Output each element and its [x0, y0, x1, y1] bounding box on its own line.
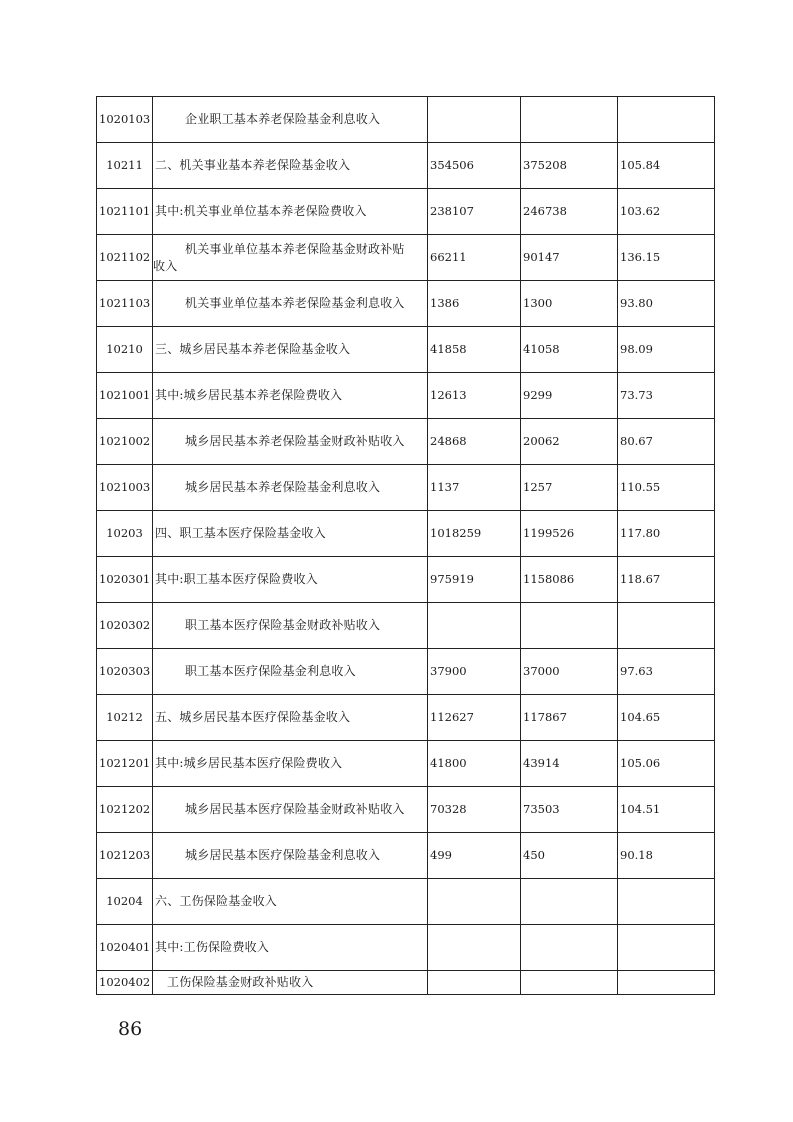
table-row — [97, 97, 715, 143]
row-value-1: 1137 — [428, 465, 521, 511]
table-row — [97, 649, 715, 695]
row-name: 四、职工基本医疗保险基金收入 — [153, 511, 428, 557]
table-row — [97, 465, 715, 511]
row-percent: 73.73 — [618, 373, 715, 419]
row-value-2: 20062 — [521, 419, 618, 465]
row-value-2: 1300 — [521, 281, 618, 327]
row-code: 1021103 — [97, 281, 153, 327]
row-value-1: 1386 — [428, 281, 521, 327]
row-code: 1021201 — [97, 741, 153, 787]
row-percent: 105.06 — [618, 741, 715, 787]
row-value-1: 12613 — [428, 373, 521, 419]
row-percent: 98.09 — [618, 327, 715, 373]
row-value-2: 246738 — [521, 189, 618, 235]
row-code: 1021202 — [97, 787, 153, 833]
row-name: 职工基本医疗保险基金利息收入 — [153, 649, 428, 695]
row-code: 1021102 — [97, 235, 153, 281]
row-value-2: 73503 — [521, 787, 618, 833]
row-code: 1020103 — [97, 97, 153, 143]
row-value-1: 66211 — [428, 235, 521, 281]
row-percent: 104.65 — [618, 695, 715, 741]
table-row — [97, 557, 715, 603]
table-row — [97, 879, 715, 925]
row-name: 其中:工伤保险费收入 — [153, 925, 428, 971]
table-row — [97, 189, 715, 235]
row-code: 10211 — [97, 143, 153, 189]
row-percent: 93.80 — [618, 281, 715, 327]
page-number: 86 — [118, 1018, 143, 1040]
row-value-2: 117867 — [521, 695, 618, 741]
row-name: 六、工伤保险基金收入 — [153, 879, 428, 925]
row-name: 工伤保险基金财政补贴收入 — [153, 971, 428, 995]
row-value-1: 24868 — [428, 419, 521, 465]
row-name: 其中:职工基本医疗保险费收入 — [153, 557, 428, 603]
row-value-2 — [521, 603, 618, 649]
row-value-1: 499 — [428, 833, 521, 879]
row-name: 二、机关事业基本养老保险基金收入 — [153, 143, 428, 189]
table-row — [97, 971, 715, 995]
row-value-1 — [428, 971, 521, 995]
table-row — [97, 327, 715, 373]
row-code: 10210 — [97, 327, 153, 373]
table-row — [97, 235, 715, 281]
row-value-1: 975919 — [428, 557, 521, 603]
row-value-1: 354506 — [428, 143, 521, 189]
row-code: 1020402 — [97, 971, 153, 995]
row-value-2: 1199526 — [521, 511, 618, 557]
row-percent — [618, 97, 715, 143]
row-code: 1020401 — [97, 925, 153, 971]
row-value-1: 238107 — [428, 189, 521, 235]
row-code: 1021203 — [97, 833, 153, 879]
row-percent — [618, 925, 715, 971]
row-value-2 — [521, 925, 618, 971]
row-value-2: 1158086 — [521, 557, 618, 603]
row-name: 城乡居民基本医疗保险基金利息收入 — [153, 833, 428, 879]
table-row — [97, 741, 715, 787]
row-name: 三、城乡居民基本养老保险基金收入 — [153, 327, 428, 373]
row-percent: 97.63 — [618, 649, 715, 695]
row-code: 1020301 — [97, 557, 153, 603]
row-name: 机关事业单位基本养老保险基金利息收入 — [153, 281, 428, 327]
row-value-1 — [428, 97, 521, 143]
row-name: 城乡居民基本养老保险基金利息收入 — [153, 465, 428, 511]
table-row — [97, 419, 715, 465]
row-value-1: 41858 — [428, 327, 521, 373]
table-row — [97, 281, 715, 327]
row-percent — [618, 603, 715, 649]
row-code: 1020302 — [97, 603, 153, 649]
row-code: 1021002 — [97, 419, 153, 465]
row-code: 10212 — [97, 695, 153, 741]
row-code: 1020303 — [97, 649, 153, 695]
row-value-2: 450 — [521, 833, 618, 879]
row-value-2 — [521, 879, 618, 925]
row-name: 其中:城乡居民基本医疗保险费收入 — [153, 741, 428, 787]
table-row — [97, 695, 715, 741]
row-value-1: 70328 — [428, 787, 521, 833]
row-value-2: 9299 — [521, 373, 618, 419]
row-percent: 80.67 — [618, 419, 715, 465]
row-percent — [618, 879, 715, 925]
row-percent: 118.67 — [618, 557, 715, 603]
row-name: 其中:机关事业单位基本养老保险费收入 — [153, 189, 428, 235]
row-code: 1021101 — [97, 189, 153, 235]
row-percent: 136.15 — [618, 235, 715, 281]
row-value-1: 112627 — [428, 695, 521, 741]
row-name: 企业职工基本养老保险基金利息收入 — [153, 97, 428, 143]
row-value-1 — [428, 603, 521, 649]
row-percent: 117.80 — [618, 511, 715, 557]
table-row — [97, 373, 715, 419]
row-percent: 105.84 — [618, 143, 715, 189]
row-percent: 110.55 — [618, 465, 715, 511]
table-row — [97, 143, 715, 189]
table-row — [97, 511, 715, 557]
row-value-2: 1257 — [521, 465, 618, 511]
budget-table — [96, 96, 715, 995]
row-code: 10203 — [97, 511, 153, 557]
row-value-2 — [521, 97, 618, 143]
row-value-1 — [428, 879, 521, 925]
row-value-2: 41058 — [521, 327, 618, 373]
row-value-2: 90147 — [521, 235, 618, 281]
row-name-line-1: 机关事业单位基本养老保险基金财政补贴 — [185, 241, 405, 256]
row-name: 城乡居民基本医疗保险基金财政补贴收入 — [153, 787, 428, 833]
row-name-line-2: 收入 — [153, 258, 178, 273]
row-value-1: 37900 — [428, 649, 521, 695]
row-name: 其中:城乡居民基本养老保险费收入 — [153, 373, 428, 419]
row-value-2 — [521, 971, 618, 995]
table-row — [97, 603, 715, 649]
row-code: 1021003 — [97, 465, 153, 511]
row-value-2: 43914 — [521, 741, 618, 787]
row-name — [153, 235, 428, 281]
row-code: 1021001 — [97, 373, 153, 419]
row-value-1: 41800 — [428, 741, 521, 787]
row-value-2: 375208 — [521, 143, 618, 189]
row-value-2: 37000 — [521, 649, 618, 695]
table-row — [97, 925, 715, 971]
table-row — [97, 833, 715, 879]
row-name: 城乡居民基本养老保险基金财政补贴收入 — [153, 419, 428, 465]
row-name: 五、城乡居民基本医疗保险基金收入 — [153, 695, 428, 741]
table-row — [97, 787, 715, 833]
row-name: 职工基本医疗保险基金财政补贴收入 — [153, 603, 428, 649]
row-value-1: 1018259 — [428, 511, 521, 557]
row-value-1 — [428, 925, 521, 971]
row-percent: 90.18 — [618, 833, 715, 879]
row-code: 10204 — [97, 879, 153, 925]
row-percent: 104.51 — [618, 787, 715, 833]
row-percent — [618, 971, 715, 995]
row-percent: 103.62 — [618, 189, 715, 235]
